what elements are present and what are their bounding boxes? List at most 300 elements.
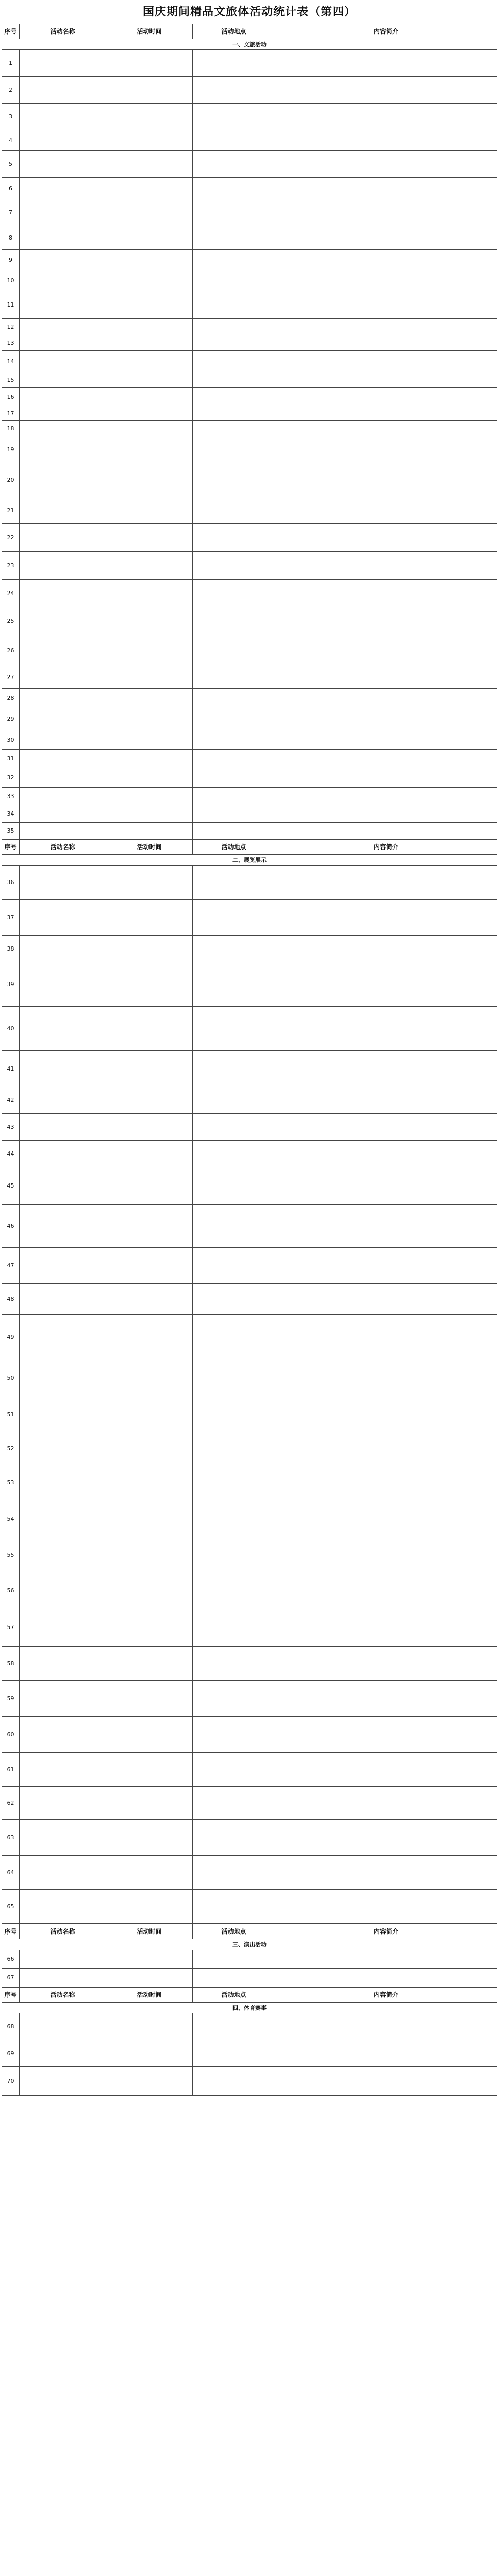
table-cell-time	[106, 607, 193, 635]
table-cell-place	[193, 372, 275, 388]
table-cell-place	[193, 1969, 275, 1987]
table-cell-name	[20, 1284, 106, 1315]
table-cell-place	[193, 104, 275, 130]
table-cell-desc	[275, 406, 497, 421]
table-cell-desc	[275, 805, 497, 823]
table-cell-desc	[275, 1890, 497, 1924]
table-cell-no: 63	[2, 1820, 20, 1856]
column-header: 活动时间	[106, 24, 193, 39]
table-cell-desc	[275, 823, 497, 839]
table-row	[2, 768, 497, 788]
table-cell-place	[193, 1360, 275, 1396]
table-row	[2, 1205, 497, 1248]
table-cell-no: 3	[2, 104, 20, 130]
table-header-row	[2, 1924, 497, 1939]
table-cell-no: 10	[2, 270, 20, 291]
table-cell-place	[193, 962, 275, 1007]
table-row	[2, 2040, 497, 2067]
table-cell-time	[106, 750, 193, 768]
table-cell-place	[193, 335, 275, 351]
table-cell-no: 57	[2, 1608, 20, 1647]
table-row	[2, 1573, 497, 1608]
table-cell-desc	[275, 1856, 497, 1890]
table-row	[2, 319, 497, 335]
table-cell-no: 32	[2, 768, 20, 788]
table-cell-name	[20, 178, 106, 199]
table-cell-desc	[275, 689, 497, 707]
table-cell-place	[193, 2013, 275, 2040]
table-cell-no: 6	[2, 178, 20, 199]
column-header: 序号	[2, 24, 20, 39]
table-cell-desc	[275, 1647, 497, 1681]
table-cell-no: 53	[2, 1464, 20, 1501]
table-row	[2, 388, 497, 406]
table-cell-desc	[275, 1787, 497, 1820]
table-cell-place	[193, 199, 275, 226]
table-cell-no: 51	[2, 1396, 20, 1433]
table-cell-name	[20, 372, 106, 388]
table-cell-place	[193, 77, 275, 104]
table-cell-desc	[275, 178, 497, 199]
column-header: 内容简介	[275, 1924, 497, 1939]
table-cell-name	[20, 552, 106, 580]
table-cell-place	[193, 866, 275, 900]
table-row	[2, 1284, 497, 1315]
table-cell-name	[20, 1717, 106, 1753]
table-cell-name	[20, 1087, 106, 1114]
table-cell-time	[106, 50, 193, 77]
table-row	[2, 1969, 497, 1987]
table-row	[2, 1537, 497, 1573]
table-cell-name	[20, 900, 106, 936]
table-row	[2, 962, 497, 1007]
table-cell-name	[20, 1950, 106, 1969]
activity-table	[2, 24, 497, 839]
table-cell-place	[193, 1787, 275, 1820]
table-cell-name	[20, 1820, 106, 1856]
table-row	[2, 1608, 497, 1647]
table-cell-place	[193, 580, 275, 607]
table-cell-name	[20, 1360, 106, 1396]
table-cell-no: 38	[2, 936, 20, 962]
table-row	[2, 372, 497, 388]
table-cell-time	[106, 335, 193, 351]
column-header: 活动地点	[193, 840, 275, 855]
table-cell-place	[193, 151, 275, 178]
table-cell-time	[106, 1087, 193, 1114]
table-cell-time	[106, 552, 193, 580]
table-cell-name	[20, 1007, 106, 1051]
column-header: 活动时间	[106, 1924, 193, 1939]
table-cell-desc	[275, 1681, 497, 1717]
table-cell-desc	[275, 1717, 497, 1753]
table-cell-place	[193, 1284, 275, 1315]
table-cell-name	[20, 2040, 106, 2067]
table-cell-desc	[275, 2040, 497, 2067]
table-row	[2, 524, 497, 552]
table-cell-place	[193, 130, 275, 151]
column-header: 活动地点	[193, 1988, 275, 2003]
table-cell-place	[193, 406, 275, 421]
table-cell-place	[193, 1608, 275, 1647]
table-row	[2, 1820, 497, 1856]
table-cell-no: 47	[2, 1248, 20, 1284]
table-cell-place	[193, 936, 275, 962]
table-cell-place	[193, 351, 275, 372]
table-cell-time	[106, 1284, 193, 1315]
table-cell-no: 46	[2, 1205, 20, 1248]
table-cell-time	[106, 1433, 193, 1464]
column-header: 活动地点	[193, 24, 275, 39]
table-cell-place	[193, 731, 275, 750]
table-cell-no: 29	[2, 707, 20, 731]
table-cell-time	[106, 1608, 193, 1647]
table-cell-place	[193, 388, 275, 406]
table-cell-desc	[275, 2067, 497, 2096]
column-header: 活动名称	[20, 840, 106, 855]
table-cell-time	[106, 1537, 193, 1573]
table-cell-name	[20, 1856, 106, 1890]
table-row	[2, 1315, 497, 1360]
table-cell-time	[106, 1051, 193, 1087]
table-cell-name	[20, 1464, 106, 1501]
table-cell-no: 48	[2, 1284, 20, 1315]
table-cell-no: 42	[2, 1087, 20, 1114]
table-cell-desc	[275, 226, 497, 250]
table-cell-no: 15	[2, 372, 20, 388]
section-row	[2, 1939, 497, 1950]
table-row	[2, 1007, 497, 1051]
table-cell-place	[193, 788, 275, 805]
table-cell-name	[20, 1051, 106, 1087]
table-cell-no: 16	[2, 388, 20, 406]
table-cell-no: 24	[2, 580, 20, 607]
table-cell-no: 9	[2, 250, 20, 270]
table-cell-desc	[275, 768, 497, 788]
section-label: 一、文旅活动	[2, 39, 497, 50]
table-cell-desc	[275, 270, 497, 291]
table-cell-desc	[275, 1087, 497, 1114]
table-cell-desc	[275, 1537, 497, 1573]
table-cell-name	[20, 936, 106, 962]
table-cell-name	[20, 130, 106, 151]
table-cell-desc	[275, 1573, 497, 1608]
table-row	[2, 635, 497, 666]
table-row	[2, 1464, 497, 1501]
table-cell-desc	[275, 866, 497, 900]
table-cell-desc	[275, 421, 497, 436]
table-cell-desc	[275, 1114, 497, 1141]
section-label: 三、演出活动	[2, 1939, 497, 1950]
table-cell-time	[106, 1360, 193, 1396]
table-cell-no: 20	[2, 463, 20, 497]
table-cell-desc	[275, 1753, 497, 1787]
table-cell-name	[20, 1573, 106, 1608]
table-row	[2, 335, 497, 351]
table-cell-no: 36	[2, 866, 20, 900]
column-header: 序号	[2, 840, 20, 855]
table-cell-desc	[275, 1051, 497, 1087]
table-cell-name	[20, 291, 106, 319]
column-header: 内容简介	[275, 24, 497, 39]
table-cell-no: 45	[2, 1167, 20, 1205]
table-cell-time	[106, 1753, 193, 1787]
table-cell-name	[20, 805, 106, 823]
table-cell-desc	[275, 372, 497, 388]
table-cell-time	[106, 1501, 193, 1537]
section-row	[2, 2003, 497, 2013]
table-cell-name	[20, 607, 106, 635]
table-cell-place	[193, 1167, 275, 1205]
table-cell-name	[20, 270, 106, 291]
table-cell-desc	[275, 2013, 497, 2040]
table-cell-time	[106, 372, 193, 388]
table-cell-name	[20, 335, 106, 351]
table-cell-no: 41	[2, 1051, 20, 1087]
table-row	[2, 788, 497, 805]
table-row	[2, 436, 497, 463]
table-cell-place	[193, 823, 275, 839]
table-cell-name	[20, 707, 106, 731]
table-cell-name	[20, 788, 106, 805]
table-row	[2, 1167, 497, 1205]
table-cell-name	[20, 319, 106, 335]
table-cell-no: 56	[2, 1573, 20, 1608]
activity-tables	[2, 24, 497, 2096]
table-cell-time	[106, 666, 193, 689]
table-cell-name	[20, 689, 106, 707]
table-cell-no: 43	[2, 1114, 20, 1141]
table-cell-time	[106, 805, 193, 823]
table-cell-no: 18	[2, 421, 20, 436]
table-cell-desc	[275, 552, 497, 580]
table-cell-time	[106, 77, 193, 104]
table-row	[2, 900, 497, 936]
table-cell-place	[193, 1717, 275, 1753]
table-cell-time	[106, 1890, 193, 1924]
column-header: 活动地点	[193, 1924, 275, 1939]
table-cell-no: 8	[2, 226, 20, 250]
table-cell-time	[106, 1573, 193, 1608]
table-cell-no: 31	[2, 750, 20, 768]
table-cell-place	[193, 900, 275, 936]
table-cell-time	[106, 199, 193, 226]
table-cell-desc	[275, 936, 497, 962]
table-cell-desc	[275, 335, 497, 351]
table-cell-name	[20, 1248, 106, 1284]
document-title: 国庆期间精品文旅体活动统计表（第四）	[142, 5, 356, 19]
table-cell-place	[193, 1647, 275, 1681]
table-cell-time	[106, 635, 193, 666]
table-cell-time	[106, 1647, 193, 1681]
table-cell-no: 2	[2, 77, 20, 104]
table-cell-time	[106, 1856, 193, 1890]
table-row	[2, 199, 497, 226]
table-row	[2, 250, 497, 270]
table-row	[2, 1647, 497, 1681]
table-cell-desc	[275, 388, 497, 406]
table-row	[2, 178, 497, 199]
table-cell-name	[20, 497, 106, 524]
table-cell-name	[20, 750, 106, 768]
table-cell-time	[106, 497, 193, 524]
table-cell-desc	[275, 497, 497, 524]
table-cell-place	[193, 750, 275, 768]
table-row	[2, 823, 497, 839]
table-cell-desc	[275, 1433, 497, 1464]
table-cell-name	[20, 104, 106, 130]
table-row	[2, 421, 497, 436]
column-header: 活动时间	[106, 1988, 193, 2003]
table-cell-name	[20, 463, 106, 497]
table-cell-place	[193, 1205, 275, 1248]
table-cell-name	[20, 866, 106, 900]
table-cell-time	[106, 1681, 193, 1717]
table-cell-no: 28	[2, 689, 20, 707]
table-cell-name	[20, 421, 106, 436]
table-row	[2, 936, 497, 962]
table-header-row	[2, 1988, 497, 2003]
table-cell-no: 70	[2, 2067, 20, 2096]
table-cell-desc	[275, 750, 497, 768]
table-cell-place	[193, 1396, 275, 1433]
table-cell-no: 23	[2, 552, 20, 580]
column-header: 内容简介	[275, 1988, 497, 2003]
table-cell-place	[193, 1087, 275, 1114]
table-row	[2, 731, 497, 750]
table-row	[2, 351, 497, 372]
table-cell-time	[106, 1969, 193, 1987]
table-cell-time	[106, 1717, 193, 1753]
table-row	[2, 1114, 497, 1141]
table-cell-desc	[275, 151, 497, 178]
table-cell-place	[193, 1950, 275, 1969]
table-cell-time	[106, 151, 193, 178]
table-cell-time	[106, 1820, 193, 1856]
table-row	[2, 130, 497, 151]
table-row	[2, 463, 497, 497]
table-row	[2, 1360, 497, 1396]
table-row	[2, 151, 497, 178]
table-cell-time	[106, 463, 193, 497]
table-cell-desc	[275, 900, 497, 936]
table-cell-name	[20, 1608, 106, 1647]
table-row	[2, 552, 497, 580]
table-cell-place	[193, 463, 275, 497]
table-row	[2, 750, 497, 768]
table-row	[2, 607, 497, 635]
table-cell-no: 19	[2, 436, 20, 463]
table-cell-place	[193, 226, 275, 250]
table-cell-time	[106, 351, 193, 372]
table-cell-desc	[275, 580, 497, 607]
table-cell-time	[106, 1007, 193, 1051]
table-cell-time	[106, 319, 193, 335]
table-cell-place	[193, 666, 275, 689]
table-cell-no: 44	[2, 1141, 20, 1167]
table-cell-time	[106, 1315, 193, 1360]
table-cell-time	[106, 707, 193, 731]
table-cell-name	[20, 406, 106, 421]
table-row	[2, 1141, 497, 1167]
table-row	[2, 707, 497, 731]
table-cell-place	[193, 497, 275, 524]
table-cell-no: 54	[2, 1501, 20, 1537]
table-cell-place	[193, 1681, 275, 1717]
table-cell-desc	[275, 731, 497, 750]
section-label: 四、体育赛事	[2, 2003, 497, 2013]
table-cell-place	[193, 552, 275, 580]
section-label: 二、展览展示	[2, 855, 497, 866]
table-cell-desc	[275, 1820, 497, 1856]
table-cell-no: 62	[2, 1787, 20, 1820]
table-cell-desc	[275, 788, 497, 805]
table-row	[2, 1717, 497, 1753]
table-cell-name	[20, 731, 106, 750]
table-cell-no: 39	[2, 962, 20, 1007]
table-cell-time	[106, 962, 193, 1007]
table-cell-desc	[275, 1950, 497, 1969]
table-row	[2, 1890, 497, 1924]
table-cell-no: 69	[2, 2040, 20, 2067]
table-row	[2, 689, 497, 707]
table-cell-no: 14	[2, 351, 20, 372]
table-row	[2, 805, 497, 823]
table-cell-desc	[275, 1248, 497, 1284]
table-cell-no: 4	[2, 130, 20, 151]
table-cell-desc	[275, 1360, 497, 1396]
table-cell-name	[20, 50, 106, 77]
table-cell-name	[20, 666, 106, 689]
activity-table	[2, 1924, 497, 1987]
table-row	[2, 1501, 497, 1537]
table-row	[2, 291, 497, 319]
table-cell-time	[106, 1787, 193, 1820]
table-cell-time	[106, 1141, 193, 1167]
table-cell-place	[193, 1315, 275, 1360]
table-row	[2, 1856, 497, 1890]
table-cell-no: 21	[2, 497, 20, 524]
table-cell-desc	[275, 1284, 497, 1315]
table-cell-name	[20, 1205, 106, 1248]
table-row	[2, 406, 497, 421]
table-header-row	[2, 840, 497, 855]
table-cell-no: 26	[2, 635, 20, 666]
table-row	[2, 580, 497, 607]
table-row	[2, 1433, 497, 1464]
table-cell-no: 52	[2, 1433, 20, 1464]
table-cell-name	[20, 351, 106, 372]
table-cell-no: 37	[2, 900, 20, 936]
table-cell-desc	[275, 199, 497, 226]
table-cell-time	[106, 1205, 193, 1248]
table-cell-desc	[275, 524, 497, 552]
table-cell-desc	[275, 1007, 497, 1051]
table-row	[2, 50, 497, 77]
table-cell-time	[106, 866, 193, 900]
table-cell-place	[193, 319, 275, 335]
table-cell-name	[20, 151, 106, 178]
table-cell-time	[106, 178, 193, 199]
table-cell-place	[193, 1753, 275, 1787]
table-cell-desc	[275, 1167, 497, 1205]
table-cell-no: 12	[2, 319, 20, 335]
table-cell-time	[106, 291, 193, 319]
table-cell-no: 59	[2, 1681, 20, 1717]
table-cell-time	[106, 731, 193, 750]
table-cell-time	[106, 1396, 193, 1433]
table-cell-name	[20, 524, 106, 552]
